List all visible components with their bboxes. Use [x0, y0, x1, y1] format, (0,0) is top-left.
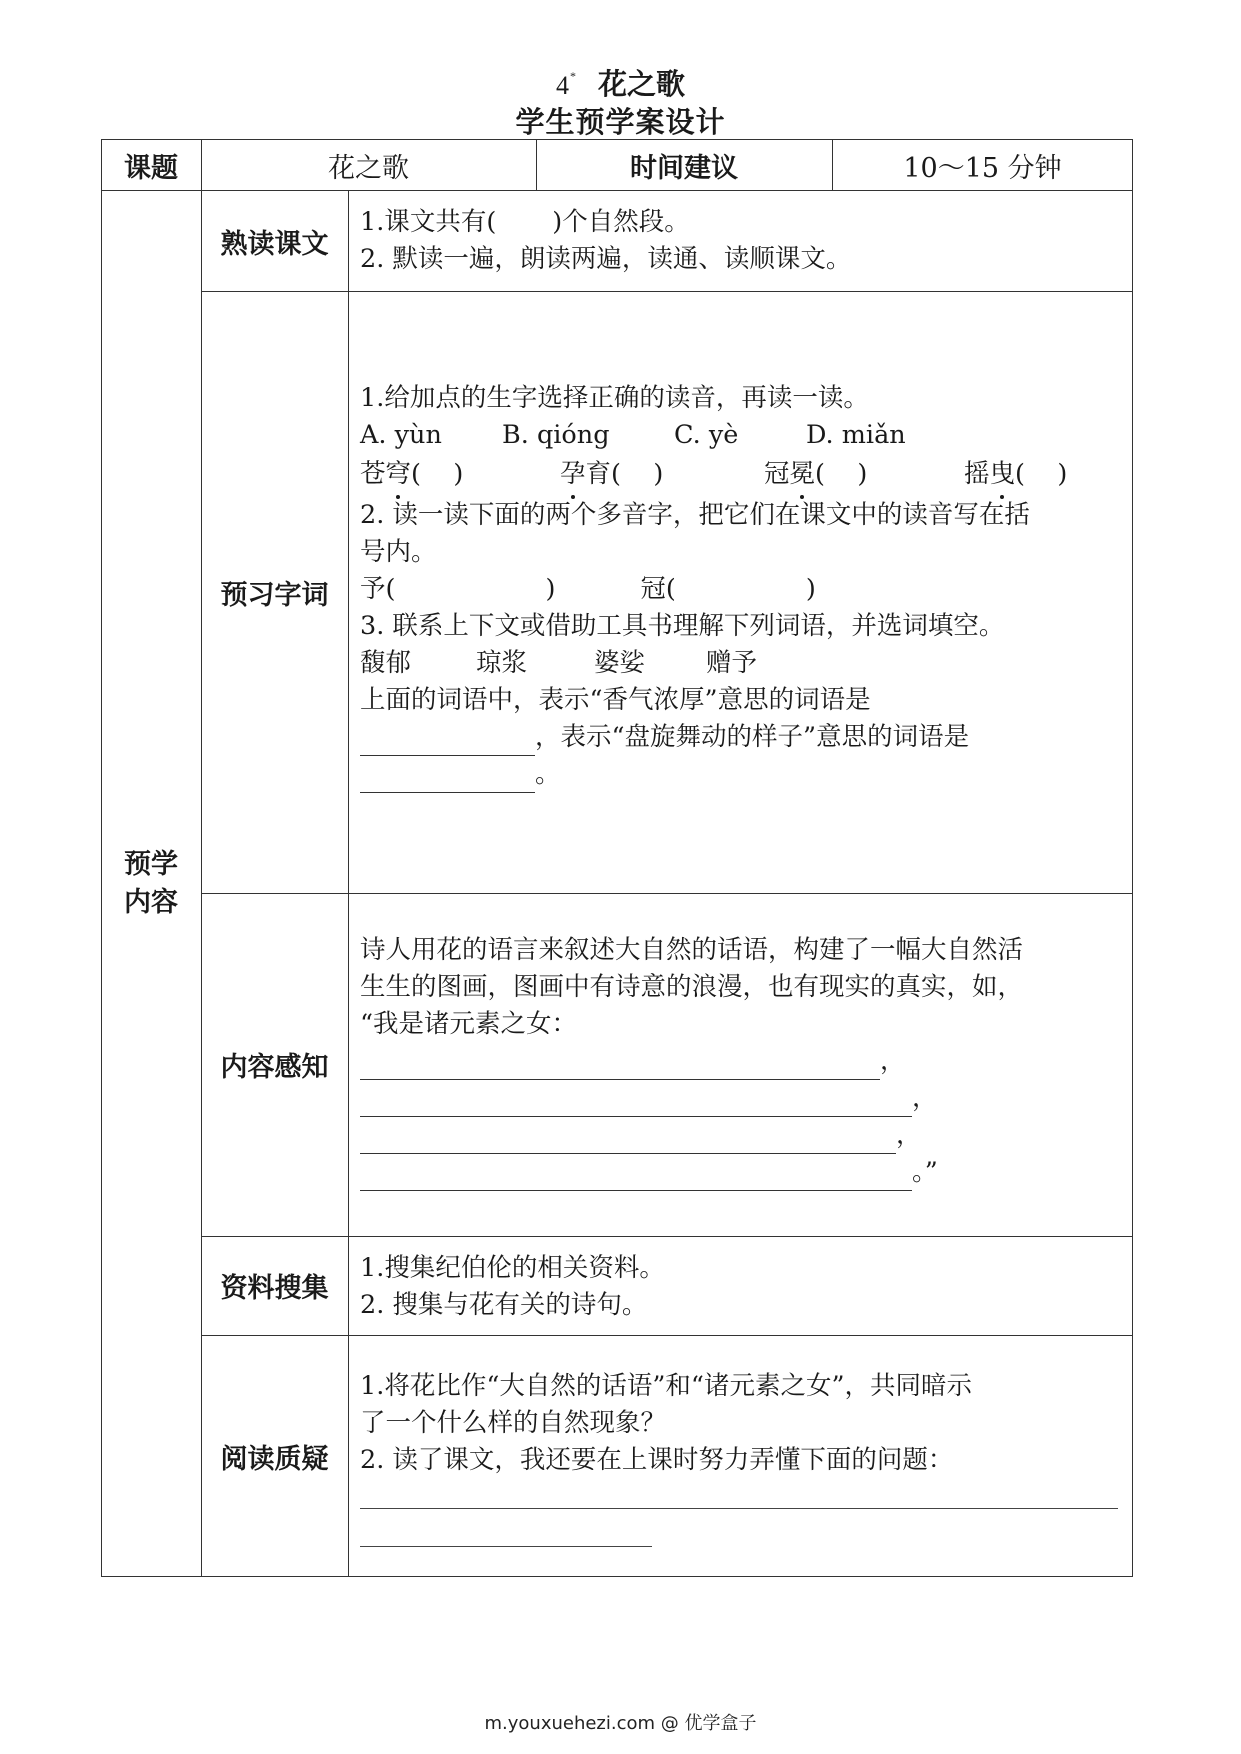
vocab-qiongjiang: 琼浆 — [476, 648, 528, 678]
fill-blank-1[interactable] — [360, 729, 535, 756]
fill-blank-2[interactable] — [360, 766, 535, 793]
words-q2-line1: 2. 读一读下面的两个多音字，把它们在课文中的读音写在括 — [360, 500, 1030, 530]
questions-q1-line2: 了一个什么样的自然现象？ — [360, 1408, 667, 1438]
time-label: 时间建议 — [630, 152, 738, 184]
content-line2: 生生的图画，图画中有诗意的浪漫，也有现实的真实，如， — [360, 972, 1024, 1002]
time-value: 10～15 分钟 — [903, 152, 1062, 184]
page-subtitle: 学生预学案设计 — [515, 105, 726, 139]
lesson-number: 4* — [555, 69, 576, 100]
answer-line-4: 。” — [360, 1154, 1120, 1191]
content-line3: “我是诸元素之女： — [360, 1009, 578, 1039]
word-yunyu: 孕育( ) — [560, 456, 764, 493]
vocab-list — [360, 645, 1120, 682]
answer-line-3: ， — [360, 1117, 1120, 1154]
read-content — [360, 204, 1120, 278]
row-label-read: 熟读课文 — [220, 228, 329, 260]
pinyin-options — [360, 417, 1120, 454]
dotted-words — [360, 456, 1120, 493]
vocab-fuyu: 馥郁 — [360, 648, 412, 678]
option-c: C. yè — [674, 420, 739, 450]
fill-line1: 上面的词语中，表示“香气浓厚”意思的词语是 — [360, 685, 871, 715]
content-perception — [360, 932, 1120, 1191]
questions-q1-line1: 1.将花比作“大自然的话语”和“诸元素之女”，共同暗示 — [360, 1371, 972, 1401]
lesson-title — [0, 62, 1241, 103]
content-line1: 诗人用花的语言来叙述大自然的话语，构建了一幅大自然活 — [360, 935, 1024, 965]
words-q3: 3. 联系上下文或借助工具书理解下列词语，并选词填空。 — [360, 611, 1005, 641]
read-q2: 2. 默读一遍，朗读两遍，读通、读顺课文。 — [360, 244, 852, 274]
option-a: A. yùn — [360, 420, 442, 450]
fill-line3: 。 — [360, 756, 1120, 793]
research-q2: 2. 搜集与花有关的诗句。 — [360, 1290, 648, 1320]
words-q2-line2: 号内。 — [360, 537, 437, 567]
word-yaoye: 摇曳( ) — [964, 459, 1067, 489]
row-label-questions: 阅读质疑 — [220, 1443, 329, 1475]
option-b: B. qióng — [502, 420, 610, 450]
section-label — [101, 191, 201, 1577]
research-content — [360, 1250, 1120, 1324]
answer-line-2: ， — [360, 1080, 1120, 1117]
poly-yu: 予( — [360, 574, 396, 604]
questions-q2: 2. 读了课文，我还要在上课时努力弄懂下面的问题： — [360, 1445, 954, 1475]
option-d: D. miǎn — [806, 420, 906, 450]
footer-watermark: m.youxuehezi.com @ 优学盒子 — [484, 1713, 757, 1734]
poly-guan: 冠( — [640, 574, 676, 604]
question-answer-line-2[interactable] — [360, 1546, 652, 1547]
answer-blank-3[interactable] — [360, 1127, 896, 1154]
lesson-title-text: 花之歌 — [597, 67, 685, 101]
topic-value: 花之歌 — [328, 152, 409, 184]
questions-content — [360, 1368, 1120, 1479]
answer-blank-1[interactable] — [360, 1053, 880, 1080]
topic-label: 课题 — [124, 152, 178, 184]
fill-line2: ，表示“盘旋舞动的样子”意思的词语是 — [360, 719, 1120, 756]
vocab-zengyu: 赠予 — [706, 648, 758, 678]
polyphone-row: 予( ) 冠( ) — [360, 574, 816, 604]
words-q1: 1.给加点的生字选择正确的读音，再读一读。 — [360, 383, 869, 413]
words-content — [360, 380, 1120, 793]
vocab-posuo: 婆娑 — [594, 648, 646, 678]
col-divider — [348, 190, 349, 1577]
section-label-line1: 预学 — [124, 849, 178, 880]
row-label-research: 资料搜集 — [220, 1273, 329, 1304]
word-guanmian: 冠冕( ) — [764, 456, 964, 493]
row-label-content: 内容感知 — [220, 1052, 329, 1083]
answer-blank-2[interactable] — [360, 1090, 912, 1117]
research-q1: 1.搜集纪伯伦的相关资料。 — [360, 1253, 665, 1283]
question-answer-line-1[interactable] — [360, 1508, 1118, 1509]
word-cangqiong: 苍穹( ) — [360, 456, 560, 493]
answer-line-1: ， — [360, 1043, 1120, 1080]
row-label-words: 预习字词 — [220, 579, 329, 611]
answer-blank-4[interactable] — [360, 1164, 912, 1191]
section-label-line2: 内容 — [124, 887, 178, 918]
read-q1: 1.课文共有( )个自然段。 — [360, 207, 690, 237]
